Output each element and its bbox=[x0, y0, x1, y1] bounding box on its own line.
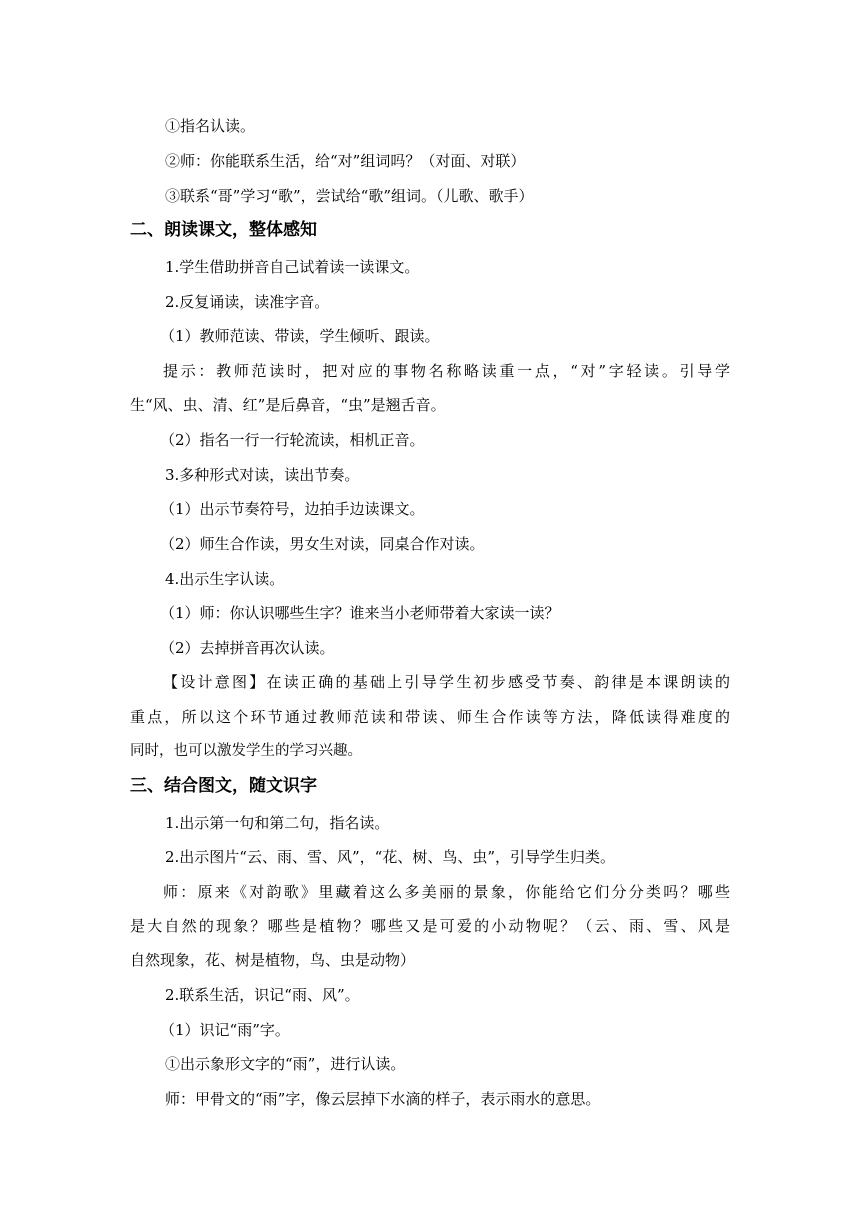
design-intent-line: 【设计意图】在读正确的基础上引导学生初步感受节奏、韵律是本课朗读的 bbox=[163, 673, 730, 691]
design-intent-line: 重点，所以这个环节通过教师范读和带读、师生合作读等方法，降低读得难度的 bbox=[130, 708, 730, 726]
text-line: 2.反复诵读，读准字音。 bbox=[165, 293, 330, 311]
text-line: 1.学生借助拼音自己试着读一读课文。 bbox=[165, 258, 420, 276]
text-line: 师：甲骨文的“雨”字，像云层掉下水滴的样子，表示雨水的意思。 bbox=[165, 1090, 601, 1108]
text-line: （2）去掉拼音再次认读。 bbox=[160, 639, 335, 657]
text-line: （2）指名一行一行轮流读，相机正音。 bbox=[160, 431, 425, 449]
text-line: 提示：教师范读时，把对应的事物名称略读重一点，“对”字轻读。引导学 bbox=[163, 362, 730, 380]
section-heading: 二、朗读课文，整体感知 bbox=[130, 220, 317, 240]
design-intent-line: 同时，也可以激发学生的学习兴趣。 bbox=[130, 743, 362, 759]
text-line: 2.联系生活，识记“雨、风”。 bbox=[165, 986, 360, 1004]
text-line: （1）识记“雨”字。 bbox=[160, 1021, 290, 1039]
text-line: 2.出示图片“云、雨、雪、风”，“花、树、鸟、虫”，引导学生归类。 bbox=[165, 848, 615, 866]
text-line: ①出示象形文字的“雨”，进行认读。 bbox=[165, 1055, 406, 1073]
text-line: ③联系“哥”学习“歌”，尝试给“歌”组词。（儿歌、歌手） bbox=[165, 187, 534, 205]
text-line: （1）教师范读、带读，学生倾听、跟读。 bbox=[160, 327, 440, 345]
text-line: 生“风、虫、清、红”是后鼻音，“虫”是翘舌音。 bbox=[130, 396, 446, 414]
text-line: 自然现象，花、树是植物，鸟、虫是动物） bbox=[130, 951, 416, 969]
text-line: 是大自然的现象？哪些是植物？哪些又是可爱的小动物呢？（云、雨、雪、风是 bbox=[130, 917, 730, 935]
text-line: ①指名认读。 bbox=[165, 117, 256, 135]
text-line: 师：原来《对韵歌》里藏着这么多美丽的景象，你能给它们分分类吗？哪些 bbox=[163, 883, 730, 901]
text-line: （1）师：你认识哪些生字？谁来当小老师带着大家读一读？ bbox=[160, 604, 560, 622]
text-line: （1）出示节奏符号，边拍手边读课文。 bbox=[160, 500, 425, 518]
text-line: ②师：你能联系生活，给“对”组词吗？（对面、对联） bbox=[165, 152, 526, 170]
text-line: 4.出示生字认读。 bbox=[165, 570, 285, 588]
text-line: 3.多种形式对读，读出节奏。 bbox=[165, 466, 360, 484]
text-line: （2）师生合作读，男女生对读，同桌合作对读。 bbox=[160, 535, 485, 553]
text-line: 1.出示第一句和第二句，指名读。 bbox=[165, 814, 390, 832]
section-heading: 三、结合图文，随文识字 bbox=[130, 776, 317, 796]
